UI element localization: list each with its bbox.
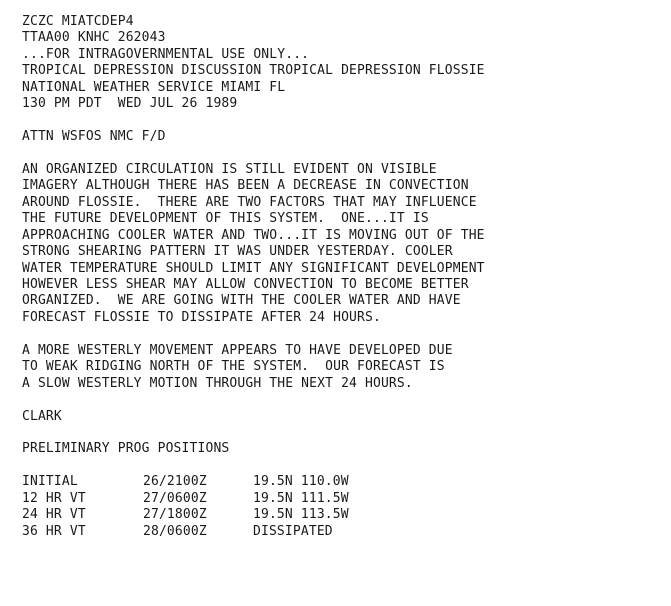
header-timestamp: 130 PM PDT WED JUL 26 1989 xyxy=(22,96,238,112)
paragraph-line: IMAGERY ALTHOUGH THERE HAS BEEN A DECREASE IN CONVECTION xyxy=(22,178,469,194)
table-row xyxy=(22,507,485,523)
paragraph-movement xyxy=(22,343,485,392)
paragraph-line: ORGANIZED. WE ARE GOING WITH THE COOLER WATER AND HAVE xyxy=(22,293,461,309)
header-line: TTAA00 KNHC 262043 xyxy=(22,30,166,46)
prog-positions-title: PRELIMINARY PROG POSITIONS xyxy=(22,441,230,457)
attn-line: ATTN WSFOS NMC F/D xyxy=(22,129,166,145)
forecast-time: 28/0600Z xyxy=(143,523,207,539)
table-row xyxy=(22,474,485,490)
header-line: ...FOR INTRAGOVERNMENTAL USE ONLY... xyxy=(22,46,310,62)
forecast-label: 36 HR VT xyxy=(22,523,86,539)
paragraph-line: HOWEVER LESS SHEAR MAY ALLOW CONVECTION TO BECOME BETTER xyxy=(22,277,469,292)
paragraph-line: APPROACHING COOLER WATER AND TWO...IT IS MOVING OUT OF THE xyxy=(22,227,485,243)
blank-line xyxy=(22,392,485,408)
forecast-time: 26/2100Z xyxy=(143,474,207,490)
blank-line xyxy=(22,458,485,474)
header-title: TROPICAL DEPRESSION DISCUSSION TROPICAL DEPRESSION FLOSSIE xyxy=(22,63,485,79)
paragraph-line: A SLOW WESTERLY MOTION THROUGH THE NEXT 24 HOURS. xyxy=(22,375,413,391)
forecast-label: 12 HR VT xyxy=(22,490,86,506)
forecast-position: 19.5N 113.5W xyxy=(253,507,349,523)
discussion-text xyxy=(22,14,485,540)
table-row xyxy=(22,524,485,540)
forecast-label: INITIAL xyxy=(22,474,78,490)
blank-line xyxy=(22,326,485,342)
paragraph-line: STRONG SHEARING PATTERN IT WAS UNDER YESTERDAY. COOLER xyxy=(22,244,453,260)
forecast-time: 27/1800Z xyxy=(143,507,207,523)
forecaster-signature: CLARK xyxy=(22,408,62,424)
paragraph-circulation xyxy=(22,162,485,326)
forecast-position: 19.5N 110.0W xyxy=(253,474,349,490)
blank-line xyxy=(22,146,485,162)
header-line: ZCZC MIATCDEP4 xyxy=(22,14,134,29)
blank-line xyxy=(22,425,485,441)
header-office: NATIONAL WEATHER SERVICE MIAMI FL xyxy=(22,79,286,95)
prog-positions-table xyxy=(22,474,485,540)
forecast-position: 19.5N 111.5W xyxy=(253,490,349,506)
paragraph-line: FORECAST FLOSSIE TO DISSIPATE AFTER 24 HOURS. xyxy=(22,309,381,325)
table-row xyxy=(22,491,485,507)
forecast-label: 24 HR VT xyxy=(22,507,86,523)
blank-line xyxy=(22,113,485,129)
forecast-position: DISSIPATED xyxy=(253,523,333,539)
paragraph-line: WATER TEMPERATURE SHOULD LIMIT ANY SIGNIFICANT DEVELOPMENT xyxy=(22,260,485,276)
forecast-time: 27/0600Z xyxy=(143,490,207,506)
paragraph-line: AROUND FLOSSIE. THERE ARE TWO FACTORS THAT MAY INFLUENCE xyxy=(22,194,477,210)
paragraph-line: THE FUTURE DEVELOPMENT OF THIS SYSTEM. ONE...IT IS xyxy=(22,211,429,227)
paragraph-line: AN ORGANIZED CIRCULATION IS STILL EVIDENT ON VISIBLE xyxy=(22,161,437,177)
paragraph-line: A MORE WESTERLY MOVEMENT APPEARS TO HAVE DEVELOPED DUE xyxy=(22,342,453,358)
paragraph-line: TO WEAK RIDGING NORTH OF THE SYSTEM. OUR FORECAST IS xyxy=(22,359,445,375)
